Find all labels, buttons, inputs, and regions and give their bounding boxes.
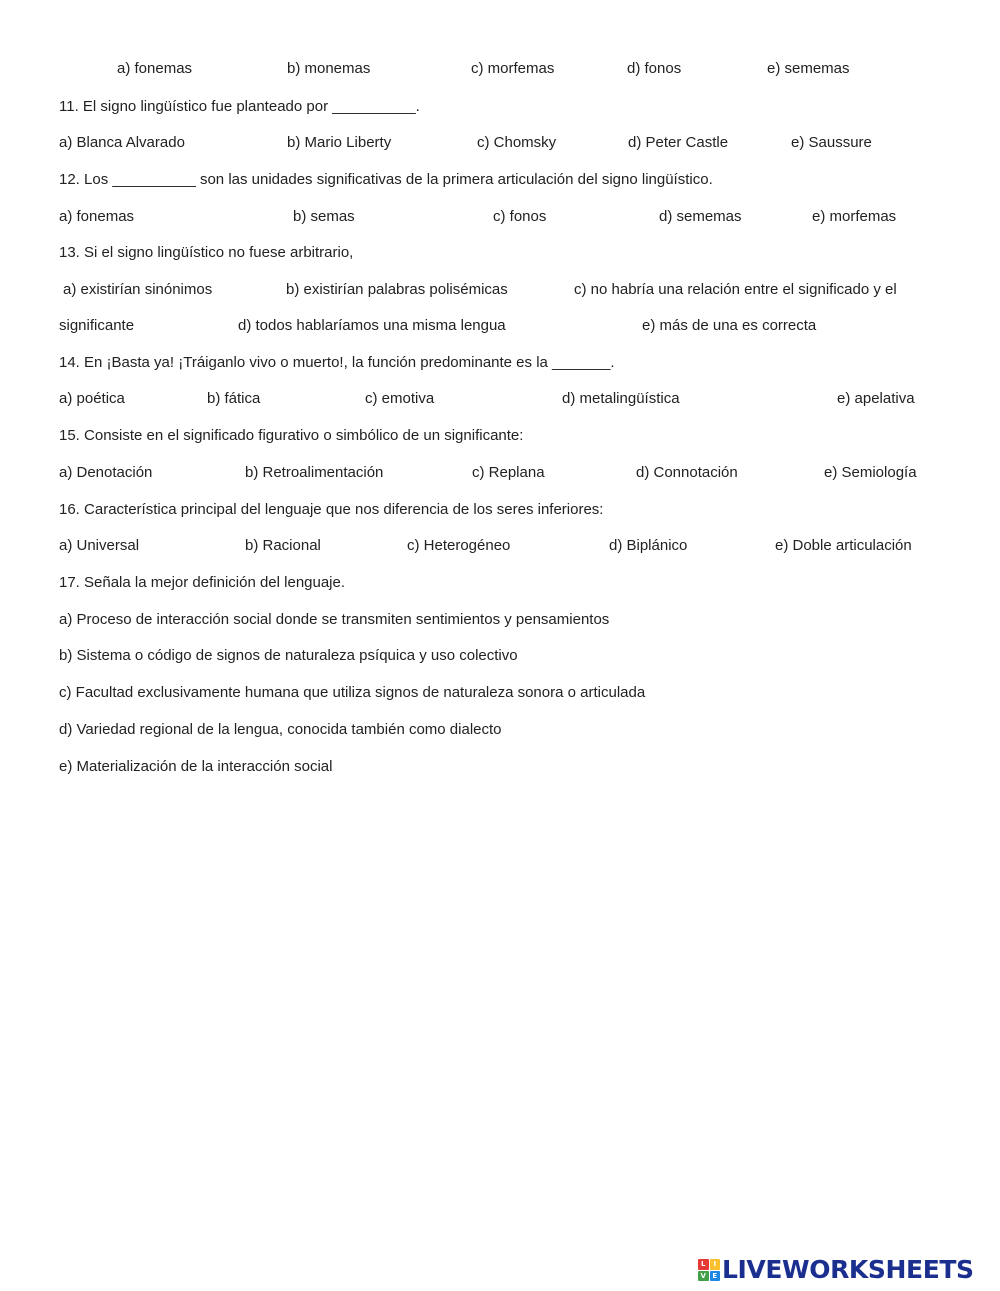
option-c[interactable]: c) morfemas [471, 60, 555, 77]
option-b[interactable]: b) fática [207, 390, 261, 407]
option-a[interactable]: a) poética [59, 390, 125, 407]
option-b[interactable]: b) Racional [245, 537, 321, 554]
option-d[interactable]: d) metalingüística [562, 390, 680, 407]
option-a[interactable]: a) fonemas [117, 60, 193, 77]
option-e[interactable]: e) Semiología [824, 464, 917, 481]
option-e[interactable]: e) Saussure [791, 134, 872, 151]
logo-wordmark: LIVEWORKSHEETS [722, 1255, 974, 1284]
option-d[interactable]: d) Connotación [636, 464, 738, 481]
question-text: 12. Los __________ son las unidades significativas de la primera articulación del signo lingüístico. [59, 171, 713, 188]
option-text: a) Proceso de interacción social donde se transmiten sentimientos y pensamientos [59, 611, 610, 628]
question-text: 15. Consiste en el significado figurativo o simbólico de un significante: [59, 427, 524, 444]
liveworksheets-logo[interactable] [698, 1256, 974, 1284]
logo-letter-i: I [710, 1259, 721, 1270]
option-c[interactable]: c) no habría una relación entre el significado y el [574, 281, 897, 298]
logo-letter-v: V [698, 1271, 709, 1282]
option-e[interactable]: e) sememas [767, 60, 850, 77]
option-d[interactable]: d) fonos [627, 60, 682, 77]
option-b[interactable]: b) Mario Liberty [287, 134, 392, 151]
option-d[interactable]: d) Biplánico [609, 537, 688, 554]
question-text: 17. Señala la mejor definición del lenguaje. [59, 574, 346, 591]
question-text: 16. Característica principal del lenguaje que nos diferencia de los seres inferiores: [59, 501, 604, 518]
option-e[interactable]: e) apelativa [837, 390, 915, 407]
option-c-continuation[interactable]: significante [59, 317, 135, 334]
option-d[interactable]: d) sememas [659, 208, 742, 225]
option-a[interactable]: a) existirían sinónimos [63, 281, 213, 298]
option-d[interactable]: d) todos hablaríamos una misma lengua [238, 317, 506, 334]
option-b[interactable]: b) semas [293, 208, 355, 225]
question-text: 11. El signo lingüístico fue planteado por __________. [59, 98, 420, 115]
option-text: c) Facultad exclusivamente humana que utiliza signos de naturaleza sonora o articulada [59, 684, 646, 701]
option-a[interactable]: a) Universal [59, 537, 140, 554]
question-text: 14. En ¡Basta ya! ¡Tráiganlo vivo o muerto!, la función predominante es la _______. [59, 354, 615, 371]
option-a[interactable]: a) fonemas [59, 208, 135, 225]
option-e[interactable]: e) más de una es correcta [642, 317, 817, 334]
option-e[interactable]: e) morfemas [812, 208, 897, 225]
option-c[interactable]: c) emotiva [365, 390, 435, 407]
option-a[interactable]: a) Blanca Alvarado [59, 134, 185, 151]
question-text: 13. Si el signo lingüístico no fuese arbitrario, [59, 244, 354, 261]
option-a[interactable]: a) Denotación [59, 464, 153, 481]
logo-letter-e: E [710, 1271, 721, 1282]
option-b[interactable]: b) existirían palabras polisémicas [286, 281, 508, 298]
option-c[interactable]: c) Replana [472, 464, 545, 481]
option-c[interactable]: c) fonos [493, 208, 547, 225]
logo-mark-icon [698, 1259, 720, 1281]
option-text: b) Sistema o código de signos de naturaleza psíquica y uso colectivo [59, 647, 518, 664]
logo-letter-l: L [698, 1259, 709, 1270]
option-text: d) Variedad regional de la lengua, conocida también como dialecto [59, 721, 502, 738]
option-c[interactable]: c) Heterogéneo [407, 537, 511, 554]
option-text: e) Materialización de la interacción social [59, 758, 333, 775]
option-e[interactable]: e) Doble articulación [775, 537, 912, 554]
option-d[interactable]: d) Peter Castle [628, 134, 729, 151]
option-b[interactable]: b) Retroalimentación [245, 464, 384, 481]
option-c[interactable]: c) Chomsky [477, 134, 557, 151]
option-b[interactable]: b) monemas [287, 60, 371, 77]
